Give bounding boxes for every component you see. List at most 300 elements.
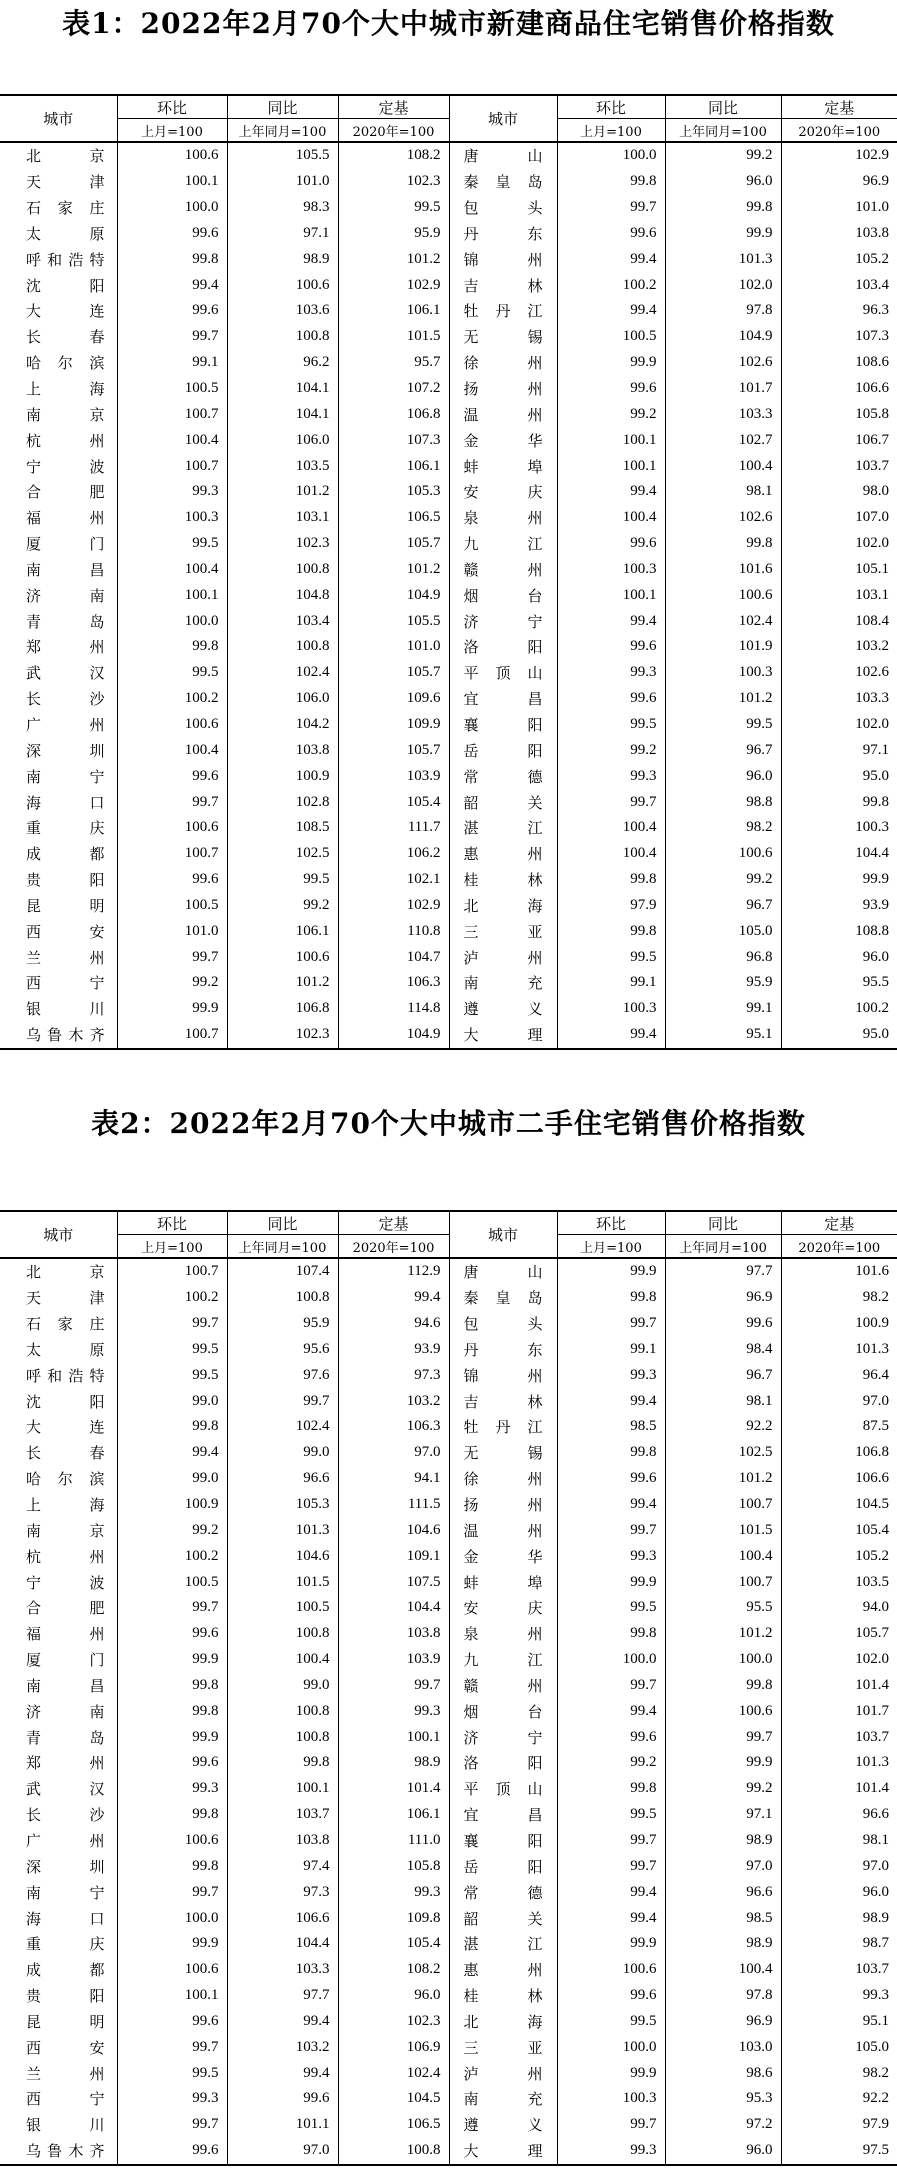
yoy-value-left: 99.0 bbox=[227, 1440, 338, 1466]
base-value-right: 98.1 bbox=[862, 1831, 889, 1848]
mom-value-left: 100.7 bbox=[117, 1258, 227, 1285]
mom-value-left: 99.2 bbox=[117, 1517, 227, 1543]
yoy-value-left: 100.8 bbox=[227, 324, 338, 350]
base-value-left: 106.3 bbox=[338, 970, 449, 996]
mom-value-right: 99.6 bbox=[557, 531, 665, 557]
base-value-right: 95.0 bbox=[781, 1022, 897, 1049]
mom-value-left: 99.8 bbox=[117, 1802, 227, 1828]
city-name-left-text: 杭州 bbox=[26, 1547, 105, 1566]
city-name-right bbox=[449, 1931, 557, 1957]
city-name-left-text: 成都 bbox=[26, 845, 105, 864]
table-row bbox=[0, 453, 897, 479]
city-name-left bbox=[0, 712, 117, 738]
yoy-value-right: 100.7 bbox=[665, 1569, 781, 1595]
yoy-value-left: 100.4 bbox=[227, 1647, 338, 1673]
city-name-right bbox=[449, 1492, 557, 1518]
col-subheader-mom-right: 上月=100 bbox=[557, 119, 665, 143]
base-value-left: 95.7 bbox=[338, 350, 449, 376]
city-name-left bbox=[0, 1698, 117, 1724]
city-name-right-text: 宜昌 bbox=[463, 1806, 543, 1825]
yoy-value-left: 99.0 bbox=[227, 1673, 338, 1699]
city-name-right-text: 九江 bbox=[463, 535, 543, 554]
mom-value-left: 100.5 bbox=[117, 1569, 227, 1595]
city-name-left-text: 太原 bbox=[26, 1340, 105, 1359]
base-value-right: 103.7 bbox=[855, 1728, 889, 1745]
yoy-value-right: 96.9 bbox=[665, 1285, 781, 1311]
base-value-right: 102.0 bbox=[855, 1651, 889, 1668]
city-name-right bbox=[449, 1802, 557, 1828]
mom-value-right: 99.8 bbox=[557, 169, 665, 195]
city-name-left-text: 西宁 bbox=[26, 2090, 105, 2109]
mom-value-right: 100.6 bbox=[557, 1957, 665, 1983]
city-name-right-text: 惠州 bbox=[463, 845, 543, 864]
mom-value-left: 99.6 bbox=[117, 298, 227, 324]
city-name-left bbox=[0, 1647, 117, 1673]
base-value-left: 109.9 bbox=[338, 712, 449, 738]
city-name-right bbox=[449, 660, 557, 686]
table-row bbox=[0, 1414, 897, 1440]
yoy-value-left: 99.8 bbox=[227, 1750, 338, 1776]
base-value-left: 104.9 bbox=[338, 1022, 449, 1049]
mom-value-left: 99.8 bbox=[117, 1853, 227, 1879]
yoy-value-left: 103.1 bbox=[227, 505, 338, 531]
city-name-right-text: 桂林 bbox=[463, 1987, 543, 2006]
city-name-left-text: 长沙 bbox=[26, 1806, 105, 1825]
city-name-right-text: 蚌埠 bbox=[463, 1573, 543, 1592]
yoy-value-right: 100.0 bbox=[665, 1647, 781, 1673]
yoy-value-right: 98.1 bbox=[665, 479, 781, 505]
yoy-value-left: 96.6 bbox=[227, 1466, 338, 1492]
city-name-right bbox=[449, 1440, 557, 1466]
col-header-city-right: 城市 bbox=[449, 95, 557, 142]
city-name-right bbox=[449, 2034, 557, 2060]
mom-value-left: 99.6 bbox=[117, 763, 227, 789]
base-value-left: 106.1 bbox=[338, 453, 449, 479]
base-value-left: 105.4 bbox=[338, 1931, 449, 1957]
yoy-value-right: 100.4 bbox=[665, 1957, 781, 1983]
col-subheader-base-left: 2020年=100 bbox=[338, 1235, 449, 1259]
mom-value-left: 99.5 bbox=[117, 1362, 227, 1388]
yoy-value-left: 101.2 bbox=[227, 479, 338, 505]
base-value-left: 108.2 bbox=[338, 142, 449, 169]
city-name-left bbox=[0, 944, 117, 970]
yoy-value-right: 98.9 bbox=[665, 1931, 781, 1957]
city-name-right bbox=[449, 841, 557, 867]
city-name-left-text: 大连 bbox=[26, 1418, 105, 1437]
mom-value-left: 99.1 bbox=[117, 350, 227, 376]
col-header-mom-right: 环比 bbox=[557, 1211, 665, 1235]
city-name-right-text: 泉州 bbox=[463, 509, 543, 528]
base-value-right: 98.2 bbox=[862, 2064, 889, 2081]
city-name-right-text: 牡丹江 bbox=[463, 1418, 543, 1437]
table-row bbox=[0, 1698, 897, 1724]
city-name-left-text: 济南 bbox=[26, 1702, 105, 1721]
city-name-left bbox=[0, 1673, 117, 1699]
mom-value-right: 100.4 bbox=[557, 815, 665, 841]
table-row bbox=[0, 2112, 897, 2138]
base-value-left: 106.2 bbox=[338, 841, 449, 867]
city-name-right bbox=[449, 1258, 557, 1285]
city-name-left bbox=[0, 401, 117, 427]
city-name-left-text: 长春 bbox=[26, 1444, 105, 1463]
table-row bbox=[0, 634, 897, 660]
table-row bbox=[0, 1802, 897, 1828]
base-value-right: 103.7 bbox=[855, 1961, 889, 1978]
mom-value-left: 99.9 bbox=[117, 1647, 227, 1673]
city-name-left bbox=[0, 557, 117, 583]
base-value-right: 106.6 bbox=[855, 1470, 889, 1487]
yoy-value-left: 106.0 bbox=[227, 427, 338, 453]
yoy-value-right: 98.5 bbox=[665, 1905, 781, 1931]
city-name-right bbox=[449, 324, 557, 350]
mom-value-right: 99.3 bbox=[557, 1543, 665, 1569]
mom-value-left: 99.8 bbox=[117, 1673, 227, 1699]
table-row bbox=[0, 324, 897, 350]
base-value-left: 101.0 bbox=[338, 634, 449, 660]
base-value-left: 102.3 bbox=[338, 2008, 449, 2034]
city-name-left-text: 西宁 bbox=[26, 974, 105, 993]
yoy-value-right: 98.9 bbox=[665, 1828, 781, 1854]
mom-value-right: 99.9 bbox=[557, 1569, 665, 1595]
mom-value-right: 99.8 bbox=[557, 1285, 665, 1311]
base-value-right: 105.2 bbox=[855, 1547, 889, 1564]
yoy-value-left: 100.9 bbox=[227, 763, 338, 789]
city-name-left-text: 海口 bbox=[26, 1909, 105, 1928]
mom-value-left: 99.8 bbox=[117, 246, 227, 272]
yoy-value-right: 96.0 bbox=[665, 169, 781, 195]
table-row bbox=[0, 1466, 897, 1492]
mom-value-left: 99.4 bbox=[117, 1440, 227, 1466]
base-value-right: 97.9 bbox=[862, 2116, 889, 2133]
base-value-right: 99.9 bbox=[862, 871, 889, 888]
mom-value-right: 100.3 bbox=[557, 2086, 665, 2112]
yoy-value-left: 102.8 bbox=[227, 789, 338, 815]
mom-value-right: 99.4 bbox=[557, 1879, 665, 1905]
mom-value-right: 99.1 bbox=[557, 970, 665, 996]
mom-value-right: 99.7 bbox=[557, 1517, 665, 1543]
yoy-value-left: 95.9 bbox=[227, 1311, 338, 1337]
city-name-left-text: 济南 bbox=[26, 586, 105, 605]
city-name-right bbox=[449, 1776, 557, 1802]
city-name-right-text: 南充 bbox=[463, 2090, 543, 2109]
table-row bbox=[0, 1337, 897, 1363]
base-value-left: 105.5 bbox=[338, 608, 449, 634]
base-value-right: 101.3 bbox=[855, 1754, 889, 1771]
city-name-right-text: 金华 bbox=[463, 431, 543, 450]
yoy-value-right: 100.6 bbox=[665, 1698, 781, 1724]
base-value-left: 106.5 bbox=[338, 505, 449, 531]
table-row bbox=[0, 789, 897, 815]
mom-value-left: 100.0 bbox=[117, 195, 227, 221]
city-name-right bbox=[449, 763, 557, 789]
city-name-left-text: 呼和浩特 bbox=[26, 1366, 105, 1385]
base-value-left: 94.1 bbox=[338, 1466, 449, 1492]
city-name-right-text: 湛江 bbox=[463, 1935, 543, 1954]
city-name-right bbox=[449, 1698, 557, 1724]
city-name-right-text: 北海 bbox=[463, 2012, 543, 2031]
base-value-left: 107.3 bbox=[338, 427, 449, 453]
mom-value-left: 99.6 bbox=[117, 1750, 227, 1776]
yoy-value-left: 99.6 bbox=[227, 2086, 338, 2112]
table-row bbox=[0, 737, 897, 763]
city-name-left bbox=[0, 1750, 117, 1776]
col-header-yoy-right: 同比 bbox=[665, 95, 781, 119]
city-name-left-text: 太原 bbox=[26, 224, 105, 243]
city-name-right-text: 牡丹江 bbox=[463, 302, 543, 321]
mom-value-left: 100.9 bbox=[117, 1492, 227, 1518]
yoy-value-right: 102.7 bbox=[665, 427, 781, 453]
yoy-value-right: 100.4 bbox=[665, 1543, 781, 1569]
base-value-left: 95.9 bbox=[338, 221, 449, 247]
base-value-right: 97.0 bbox=[862, 1857, 889, 1874]
yoy-value-right: 97.0 bbox=[665, 1853, 781, 1879]
city-name-left bbox=[0, 1802, 117, 1828]
mom-value-right: 99.4 bbox=[557, 479, 665, 505]
city-name-left-text: 宁波 bbox=[26, 1573, 105, 1592]
city-name-right bbox=[449, 892, 557, 918]
yoy-value-left: 97.0 bbox=[227, 2138, 338, 2165]
table-row bbox=[0, 557, 897, 583]
table-row bbox=[0, 1853, 897, 1879]
city-name-left bbox=[0, 1388, 117, 1414]
yoy-value-left: 103.8 bbox=[227, 737, 338, 763]
col-subheader-mom-left: 上月=100 bbox=[117, 119, 227, 143]
col-header-city-right: 城市 bbox=[449, 1211, 557, 1258]
city-name-left-text: 沈阳 bbox=[26, 1392, 105, 1411]
table-row bbox=[0, 1957, 897, 1983]
city-name-left bbox=[0, 2086, 117, 2112]
base-value-left: 101.4 bbox=[338, 1776, 449, 1802]
city-name-right bbox=[449, 1543, 557, 1569]
city-name-right bbox=[449, 453, 557, 479]
yoy-value-right: 100.3 bbox=[665, 660, 781, 686]
city-name-right bbox=[449, 479, 557, 505]
city-name-left bbox=[0, 763, 117, 789]
base-value-right: 103.1 bbox=[855, 586, 889, 603]
yoy-value-right: 99.5 bbox=[665, 712, 781, 738]
mom-value-left: 99.7 bbox=[117, 1595, 227, 1621]
city-name-left-text: 成都 bbox=[26, 1961, 105, 1980]
mom-value-right: 99.9 bbox=[557, 350, 665, 376]
mom-value-right: 98.5 bbox=[557, 1414, 665, 1440]
city-name-right-text: 桂林 bbox=[463, 871, 543, 890]
yoy-value-right: 96.7 bbox=[665, 737, 781, 763]
city-name-left-text: 合肥 bbox=[26, 1599, 105, 1618]
city-name-right-text: 温州 bbox=[463, 405, 543, 424]
yoy-value-right: 100.7 bbox=[665, 1492, 781, 1518]
yoy-value-right: 101.2 bbox=[665, 1621, 781, 1647]
mom-value-right: 100.0 bbox=[557, 2034, 665, 2060]
base-value-left: 104.9 bbox=[338, 582, 449, 608]
city-name-left bbox=[0, 479, 117, 505]
city-name-right-text: 秦皇岛 bbox=[463, 1289, 543, 1308]
city-name-right bbox=[449, 789, 557, 815]
mom-value-right: 99.2 bbox=[557, 737, 665, 763]
base-value-right: 99.3 bbox=[862, 1987, 889, 2004]
mom-value-left: 99.7 bbox=[117, 1311, 227, 1337]
mom-value-right: 99.3 bbox=[557, 2138, 665, 2165]
base-value-right: 101.6 bbox=[855, 1263, 889, 1280]
city-name-right-text: 赣州 bbox=[463, 560, 543, 579]
city-name-right-text: 岳阳 bbox=[463, 741, 543, 760]
city-name-left-text: 南昌 bbox=[26, 560, 105, 579]
city-name-right-text: 锦州 bbox=[463, 250, 543, 269]
yoy-value-left: 104.1 bbox=[227, 401, 338, 427]
city-name-left bbox=[0, 1828, 117, 1854]
yoy-value-left: 102.3 bbox=[227, 1022, 338, 1049]
city-name-right bbox=[449, 582, 557, 608]
base-value-left: 99.7 bbox=[338, 1673, 449, 1699]
city-name-right-text: 泉州 bbox=[463, 1625, 543, 1644]
mom-value-right: 100.2 bbox=[557, 272, 665, 298]
base-value-right: 99.8 bbox=[862, 793, 889, 810]
city-name-left bbox=[0, 1543, 117, 1569]
yoy-value-left: 104.4 bbox=[227, 1931, 338, 1957]
city-name-right-text: 赣州 bbox=[463, 1676, 543, 1695]
city-name-right-text: 平顶山 bbox=[463, 664, 543, 683]
table-row bbox=[0, 582, 897, 608]
col-subheader-base-left: 2020年=100 bbox=[338, 119, 449, 143]
city-name-left-text: 银川 bbox=[26, 2116, 105, 2135]
city-name-left-text: 广州 bbox=[26, 1831, 105, 1850]
city-name-right-text: 襄阳 bbox=[463, 1831, 543, 1850]
city-name-left bbox=[0, 582, 117, 608]
mom-value-right: 99.8 bbox=[557, 1621, 665, 1647]
mom-value-left: 100.4 bbox=[117, 737, 227, 763]
mom-value-left: 100.7 bbox=[117, 453, 227, 479]
table-row bbox=[0, 246, 897, 272]
yoy-value-right: 95.1 bbox=[665, 1022, 781, 1049]
city-name-left bbox=[0, 970, 117, 996]
city-name-left bbox=[0, 789, 117, 815]
base-value-right: 105.2 bbox=[855, 250, 889, 267]
city-name-right bbox=[449, 2112, 557, 2138]
table2 bbox=[0, 1210, 897, 2166]
city-name-right-text: 金华 bbox=[463, 1547, 543, 1566]
mom-value-right: 99.1 bbox=[557, 1337, 665, 1363]
table-row bbox=[0, 1879, 897, 1905]
yoy-value-right: 95.3 bbox=[665, 2086, 781, 2112]
base-value-left: 94.6 bbox=[338, 1311, 449, 1337]
city-name-left-text: 石家庄 bbox=[26, 199, 105, 218]
city-name-left bbox=[0, 1492, 117, 1518]
table-row bbox=[0, 221, 897, 247]
city-name-left bbox=[0, 376, 117, 402]
table2-body bbox=[0, 1258, 897, 2165]
col-subheader-mom-left: 上月=100 bbox=[117, 1235, 227, 1259]
mom-value-left: 100.1 bbox=[117, 1983, 227, 2009]
yoy-value-right: 100.6 bbox=[665, 582, 781, 608]
city-name-left bbox=[0, 453, 117, 479]
base-value-left: 100.8 bbox=[338, 2138, 449, 2165]
city-name-left bbox=[0, 1905, 117, 1931]
col-subheader-yoy-left: 上年同月=100 bbox=[227, 119, 338, 143]
mom-value-left: 100.6 bbox=[117, 1828, 227, 1854]
city-name-right bbox=[449, 1957, 557, 1983]
mom-value-right: 99.3 bbox=[557, 1362, 665, 1388]
city-name-right-text: 湛江 bbox=[463, 819, 543, 838]
table-row bbox=[0, 195, 897, 221]
col-subheader-base-right: 2020年=100 bbox=[781, 1235, 897, 1259]
yoy-value-right: 99.2 bbox=[665, 1776, 781, 1802]
city-name-right bbox=[449, 815, 557, 841]
city-name-left bbox=[0, 350, 117, 376]
yoy-value-left: 104.1 bbox=[227, 376, 338, 402]
yoy-value-right: 103.0 bbox=[665, 2034, 781, 2060]
city-name-right-text: 徐州 bbox=[463, 354, 543, 373]
mom-value-right: 99.3 bbox=[557, 660, 665, 686]
mom-value-left: 100.4 bbox=[117, 557, 227, 583]
base-value-right: 104.4 bbox=[855, 845, 889, 862]
base-value-right: 101.3 bbox=[855, 1340, 889, 1357]
yoy-value-left: 101.5 bbox=[227, 1569, 338, 1595]
city-name-right bbox=[449, 1595, 557, 1621]
city-name-right bbox=[449, 1388, 557, 1414]
city-name-right bbox=[449, 401, 557, 427]
city-name-right-text: 丹东 bbox=[463, 224, 543, 243]
city-name-right-text: 扬州 bbox=[463, 380, 543, 399]
yoy-value-right: 98.8 bbox=[665, 789, 781, 815]
table-row bbox=[0, 505, 897, 531]
city-name-right-text: 大理 bbox=[463, 2142, 543, 2161]
city-name-left bbox=[0, 195, 117, 221]
table1-title: 表1：2022年2月70个大中城市新建商品住宅销售价格指数 bbox=[62, 7, 835, 40]
yoy-value-right: 102.0 bbox=[665, 272, 781, 298]
city-name-left bbox=[0, 2138, 117, 2165]
city-name-right-text: 韶关 bbox=[463, 793, 543, 812]
city-name-left bbox=[0, 298, 117, 324]
mom-value-left: 100.7 bbox=[117, 401, 227, 427]
mom-value-right: 99.5 bbox=[557, 1595, 665, 1621]
yoy-value-right: 100.6 bbox=[665, 841, 781, 867]
table-row bbox=[0, 1258, 897, 1285]
city-name-right-text: 大理 bbox=[463, 1026, 543, 1045]
yoy-value-right: 105.0 bbox=[665, 918, 781, 944]
yoy-value-left: 105.3 bbox=[227, 1492, 338, 1518]
table-row bbox=[0, 1440, 897, 1466]
city-name-left bbox=[0, 686, 117, 712]
mom-value-left: 100.4 bbox=[117, 427, 227, 453]
yoy-value-left: 108.5 bbox=[227, 815, 338, 841]
city-name-left bbox=[0, 1879, 117, 1905]
yoy-value-left: 104.2 bbox=[227, 712, 338, 738]
yoy-value-left: 97.7 bbox=[227, 1983, 338, 2009]
mom-value-right: 100.0 bbox=[557, 1647, 665, 1673]
base-value-right: 95.0 bbox=[862, 767, 889, 784]
base-value-left: 98.9 bbox=[338, 1750, 449, 1776]
yoy-value-right: 98.4 bbox=[665, 1337, 781, 1363]
city-name-right bbox=[449, 427, 557, 453]
base-value-left: 103.2 bbox=[338, 1388, 449, 1414]
mom-value-left: 100.7 bbox=[117, 841, 227, 867]
yoy-value-right: 101.2 bbox=[665, 1466, 781, 1492]
city-name-left bbox=[0, 1983, 117, 2009]
city-name-left-text: 郑州 bbox=[26, 1754, 105, 1773]
city-name-right-text: 宜昌 bbox=[463, 690, 543, 709]
yoy-value-right: 99.9 bbox=[665, 1750, 781, 1776]
city-name-left-text: 天津 bbox=[26, 173, 105, 192]
city-name-right bbox=[449, 1828, 557, 1854]
city-name-right-text: 丹东 bbox=[463, 1340, 543, 1359]
col-header-city-left: 城市 bbox=[0, 1211, 117, 1258]
mom-value-right: 99.6 bbox=[557, 1466, 665, 1492]
mom-value-right: 99.8 bbox=[557, 918, 665, 944]
mom-value-right: 99.5 bbox=[557, 1802, 665, 1828]
yoy-value-left: 104.8 bbox=[227, 582, 338, 608]
yoy-value-left: 103.5 bbox=[227, 453, 338, 479]
base-value-left: 104.7 bbox=[338, 944, 449, 970]
base-value-left: 96.0 bbox=[338, 1983, 449, 2009]
